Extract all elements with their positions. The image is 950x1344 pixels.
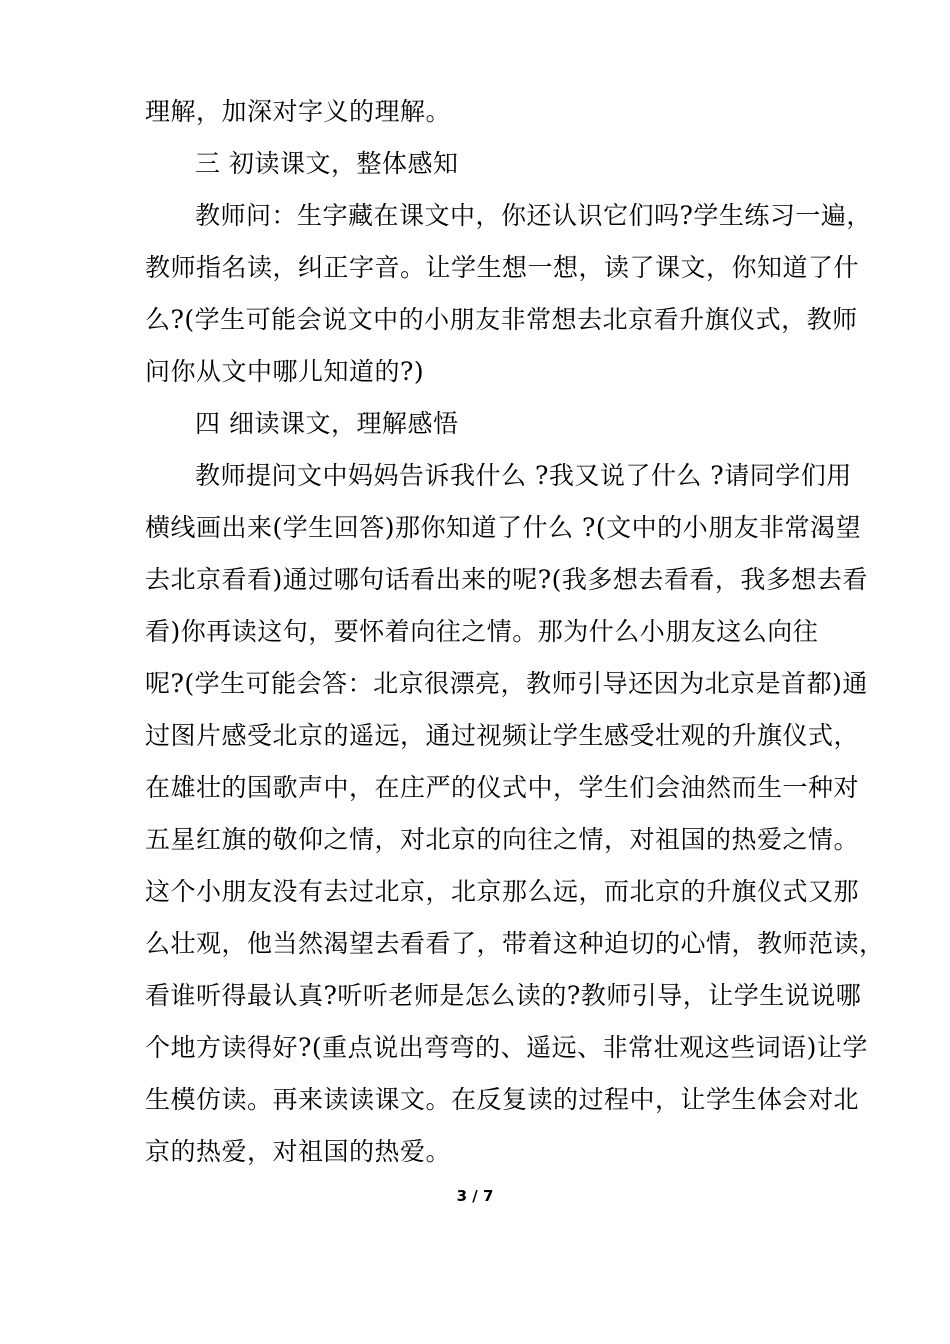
- text-line: 横线画出来(学生回答)那你知道了什么 ?(文中的小朋友非常渴望: [145, 513, 862, 542]
- text-line: 问你从文中哪儿知道的?): [145, 357, 425, 386]
- text-line: 教师提问文中妈妈告诉我什么 ?我又说了什么 ?请同学们用: [195, 461, 852, 490]
- text-line: 看谁听得最认真?听听老师是怎么读的?教师引导，让学生说说哪: [145, 981, 862, 1010]
- page-total: 7: [482, 1187, 494, 1205]
- text-line: 教师指名读，纠正字音。让学生想一想，读了课文，你知道了什: [145, 253, 860, 282]
- page-separator: /: [472, 1187, 478, 1205]
- text-line: 在雄壮的国歌声中，在庄严的仪式中，学生们会油然而生一种对: [145, 773, 860, 802]
- text-line: 这个小朋友没有去过北京，北京那么远，而北京的升旗仪式又那: [145, 877, 860, 906]
- text-line: 去北京看看)通过哪句话看出来的呢?(我多想去看看，我多想去看: [145, 565, 868, 594]
- text-line: 京的热爱，对祖国的热爱。: [145, 1137, 452, 1166]
- section-heading: 三 初读课文，整体感知: [195, 149, 459, 178]
- text-line: 个地方读得好?(重点说出弯弯的、遥远、非常壮观这些词语)让学: [145, 1033, 868, 1062]
- text-line: 教师问：生字藏在课文中，你还认识它们吗?学生练习一遍，: [195, 201, 872, 230]
- page-current: 3: [456, 1187, 468, 1205]
- text-line: 看)你再读这句，要怀着向往之情。那为什么小朋友这么向往: [145, 617, 819, 646]
- text-line: 么?(学生可能会说文中的小朋友非常想去北京看升旗仪式，教师: [145, 305, 858, 334]
- text-line: 生模仿读。再来读读课文。在反复读的过程中，让学生体会对北: [145, 1085, 860, 1114]
- page-number: [0, 1186, 950, 1206]
- text-line: 么壮观，他当然渴望去看看了，带着这种迫切的心情，教师范读，: [145, 929, 885, 958]
- text-line: 过图片感受北京的遥远，通过视频让学生感受壮观的升旗仪式，: [145, 721, 860, 750]
- section-heading: 四 细读课文，理解感悟: [195, 409, 459, 438]
- text-line: 理解，加深对字义的理解。: [145, 97, 452, 126]
- text-line: 五星红旗的敬仰之情，对北京的向往之情，对祖国的热爱之情。: [145, 825, 860, 854]
- text-line: 呢?(学生可能会答：北京很漂亮，教师引导还因为北京是首都)通: [145, 669, 868, 698]
